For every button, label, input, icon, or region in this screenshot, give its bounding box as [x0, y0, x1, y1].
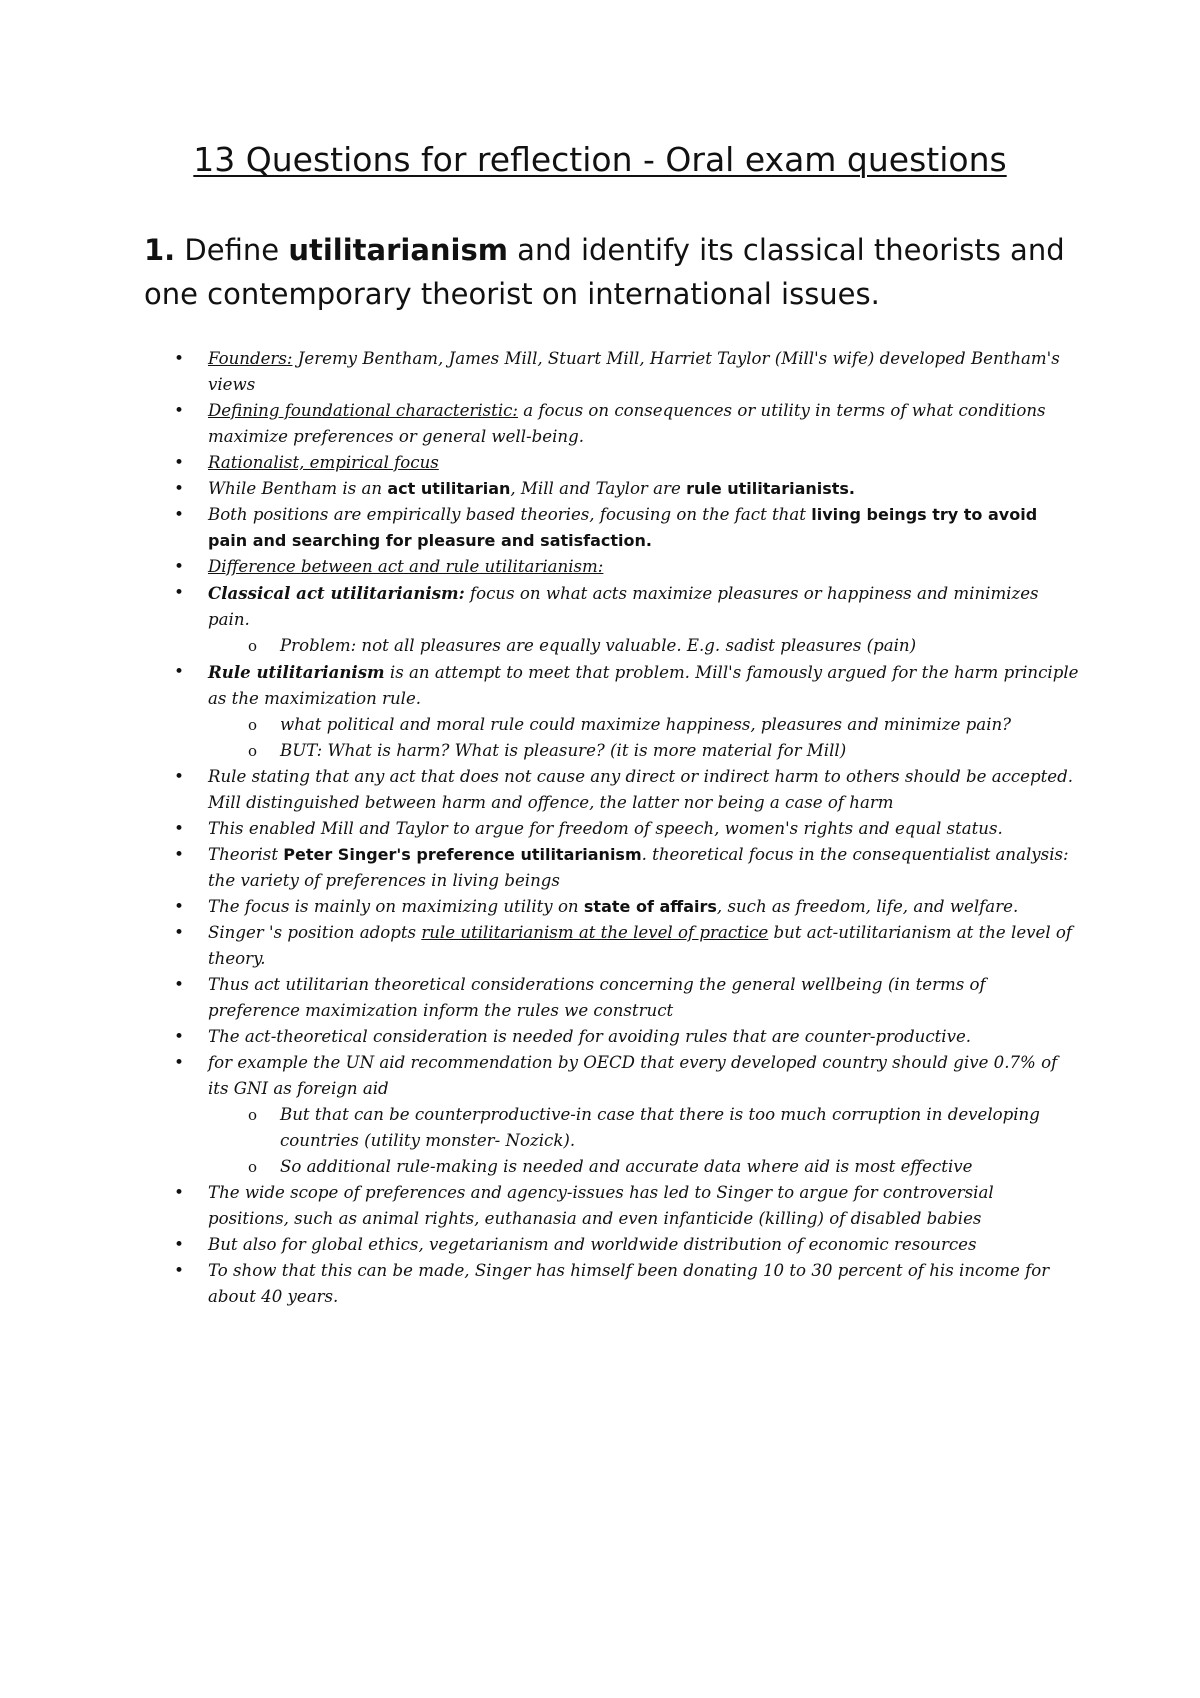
item-text: This enabled Mill and Taylor to argue for freedom of speech, women's rights and equal status.	[208, 819, 1003, 838]
list-item	[144, 1180, 1079, 1232]
sub-list-item	[144, 1102, 1079, 1154]
item-bold: living beings try to avoid pain and searching for pleasure and satisfaction.	[208, 505, 1038, 550]
item-text: Thus act utilitarian theoretical considerations concerning the general wellbeing (in terms of preference maximization inform the rules we construct	[208, 975, 986, 1020]
item-bold: Rule utilitarianism	[208, 662, 385, 682]
item-text: The wide scope of preferences and agency-issues has led to Singer to argue for controversial positions, such as animal rights, euthanasia and even infanticide (killing) of disabled babies	[208, 1183, 994, 1228]
list-item	[144, 972, 1079, 1024]
list-item	[144, 554, 1079, 580]
item-text: is an attempt to meet that problem. Mill's famously argued for the harm principle as the maximization rule.	[208, 663, 1079, 708]
bullet-list	[144, 346, 1079, 1310]
list-item	[144, 1232, 1079, 1258]
sub-list-item	[144, 738, 1079, 764]
question-number: 1.	[144, 233, 176, 267]
item-text: To show that this can be made, Singer has himself been donating 10 to 30 percent of his income for about 40 years.	[208, 1261, 1050, 1306]
item-text: . theoretical focus in the consequentialist analysis: the variety of preferences in living beings	[208, 845, 1069, 890]
page-title: 13 Questions for reflection - Oral exam questions	[193, 140, 1007, 179]
list-item	[144, 346, 1079, 398]
item-label: Defining foundational characteristic:	[208, 401, 519, 420]
item-text: , Mill and Taylor are	[510, 479, 687, 498]
item-text: Jeremy Bentham, James Mill, Stuart Mill, Harriet Taylor (Mill's wife) developed Bentham's views	[208, 349, 1060, 394]
item-text: Singer 's position adopts	[208, 923, 422, 942]
item-text: But also for global ethics, vegetarianism and worldwide distribution of economic resources	[208, 1235, 977, 1254]
item-text: So additional rule-making is needed and accurate data where aid is most effective	[280, 1157, 973, 1176]
item-text: for example the UN aid recommendation by OECD that every developed country should give 0.7% of its GNI as foreign aid	[208, 1053, 1058, 1098]
question-text-after: and identify its classical theorists and one contemporary theorist on international issues.	[144, 233, 1065, 311]
item-underlined: rule utilitarianism at the level of practice	[421, 923, 769, 942]
list-item	[144, 894, 1079, 920]
item-text: The focus is mainly on maximizing utility on	[208, 897, 584, 916]
item-bold: rule utilitarianists.	[686, 479, 856, 498]
list-item	[144, 842, 1079, 894]
list-item	[144, 764, 1079, 816]
item-text: a focus on consequences or utility in terms of what conditions maximize preferences or general well-being.	[208, 401, 1046, 446]
item-text: what political and moral rule could maximize happiness, pleasures and minimize pain?	[280, 715, 1012, 734]
list-item	[144, 816, 1079, 842]
sub-list-item	[144, 633, 1079, 659]
sub-list-item	[144, 1154, 1079, 1180]
list-item	[144, 920, 1079, 972]
item-text: but act-utilitarianism at the level of theory.	[208, 923, 1073, 968]
item-text: But that can be counterproductive-in case that there is too much corruption in developing countries (utility monster- Nozick).	[280, 1105, 1040, 1150]
item-text: Both positions are empirically based theories, focusing on the fact that	[208, 505, 812, 524]
item-bold: Peter Singer's preference utilitarianism	[283, 845, 642, 864]
item-text: Rule stating that any act that does not cause any direct or indirect harm to others should be accepted. Mill distinguished between harm and offence, the latter nor being a case of harm	[208, 767, 1073, 812]
item-text: Problem: not all pleasures are equally valuable. E.g. sadist pleasures (pain)	[280, 636, 917, 655]
sub-list-item	[144, 712, 1079, 738]
question-text-before: Define	[175, 233, 289, 267]
item-text: focus on what acts maximize pleasures or happiness and minimizes pain.	[208, 584, 1039, 629]
list-item	[144, 1024, 1079, 1050]
item-text: BUT: What is harm? What is pleasure? (it is more material for Mill)	[280, 741, 847, 760]
list-item	[144, 476, 1079, 502]
list-item	[144, 398, 1079, 450]
item-text: , such as freedom, life, and welfare.	[716, 897, 1019, 916]
item-text: Theorist	[208, 845, 284, 864]
item-bold: act utilitarian	[387, 479, 511, 498]
item-text: While Bentham is an	[208, 479, 388, 498]
list-item	[144, 502, 1079, 554]
item-label: Difference between act and rule utilitarianism:	[208, 557, 604, 576]
item-label: Rationalist, empirical focus	[208, 453, 439, 472]
item-text: The act-theoretical consideration is needed for avoiding rules that are counter-productive.	[208, 1027, 972, 1046]
item-bold: state of affairs	[583, 897, 717, 916]
list-item	[144, 1050, 1079, 1102]
item-label: Founders:	[208, 349, 293, 368]
question-term: utilitarianism	[288, 233, 508, 267]
list-item	[144, 659, 1079, 712]
list-item	[144, 450, 1079, 476]
item-bold: Classical act utilitarianism:	[208, 583, 465, 603]
list-item	[144, 580, 1079, 633]
question-heading	[144, 228, 1074, 316]
list-item	[144, 1258, 1079, 1310]
